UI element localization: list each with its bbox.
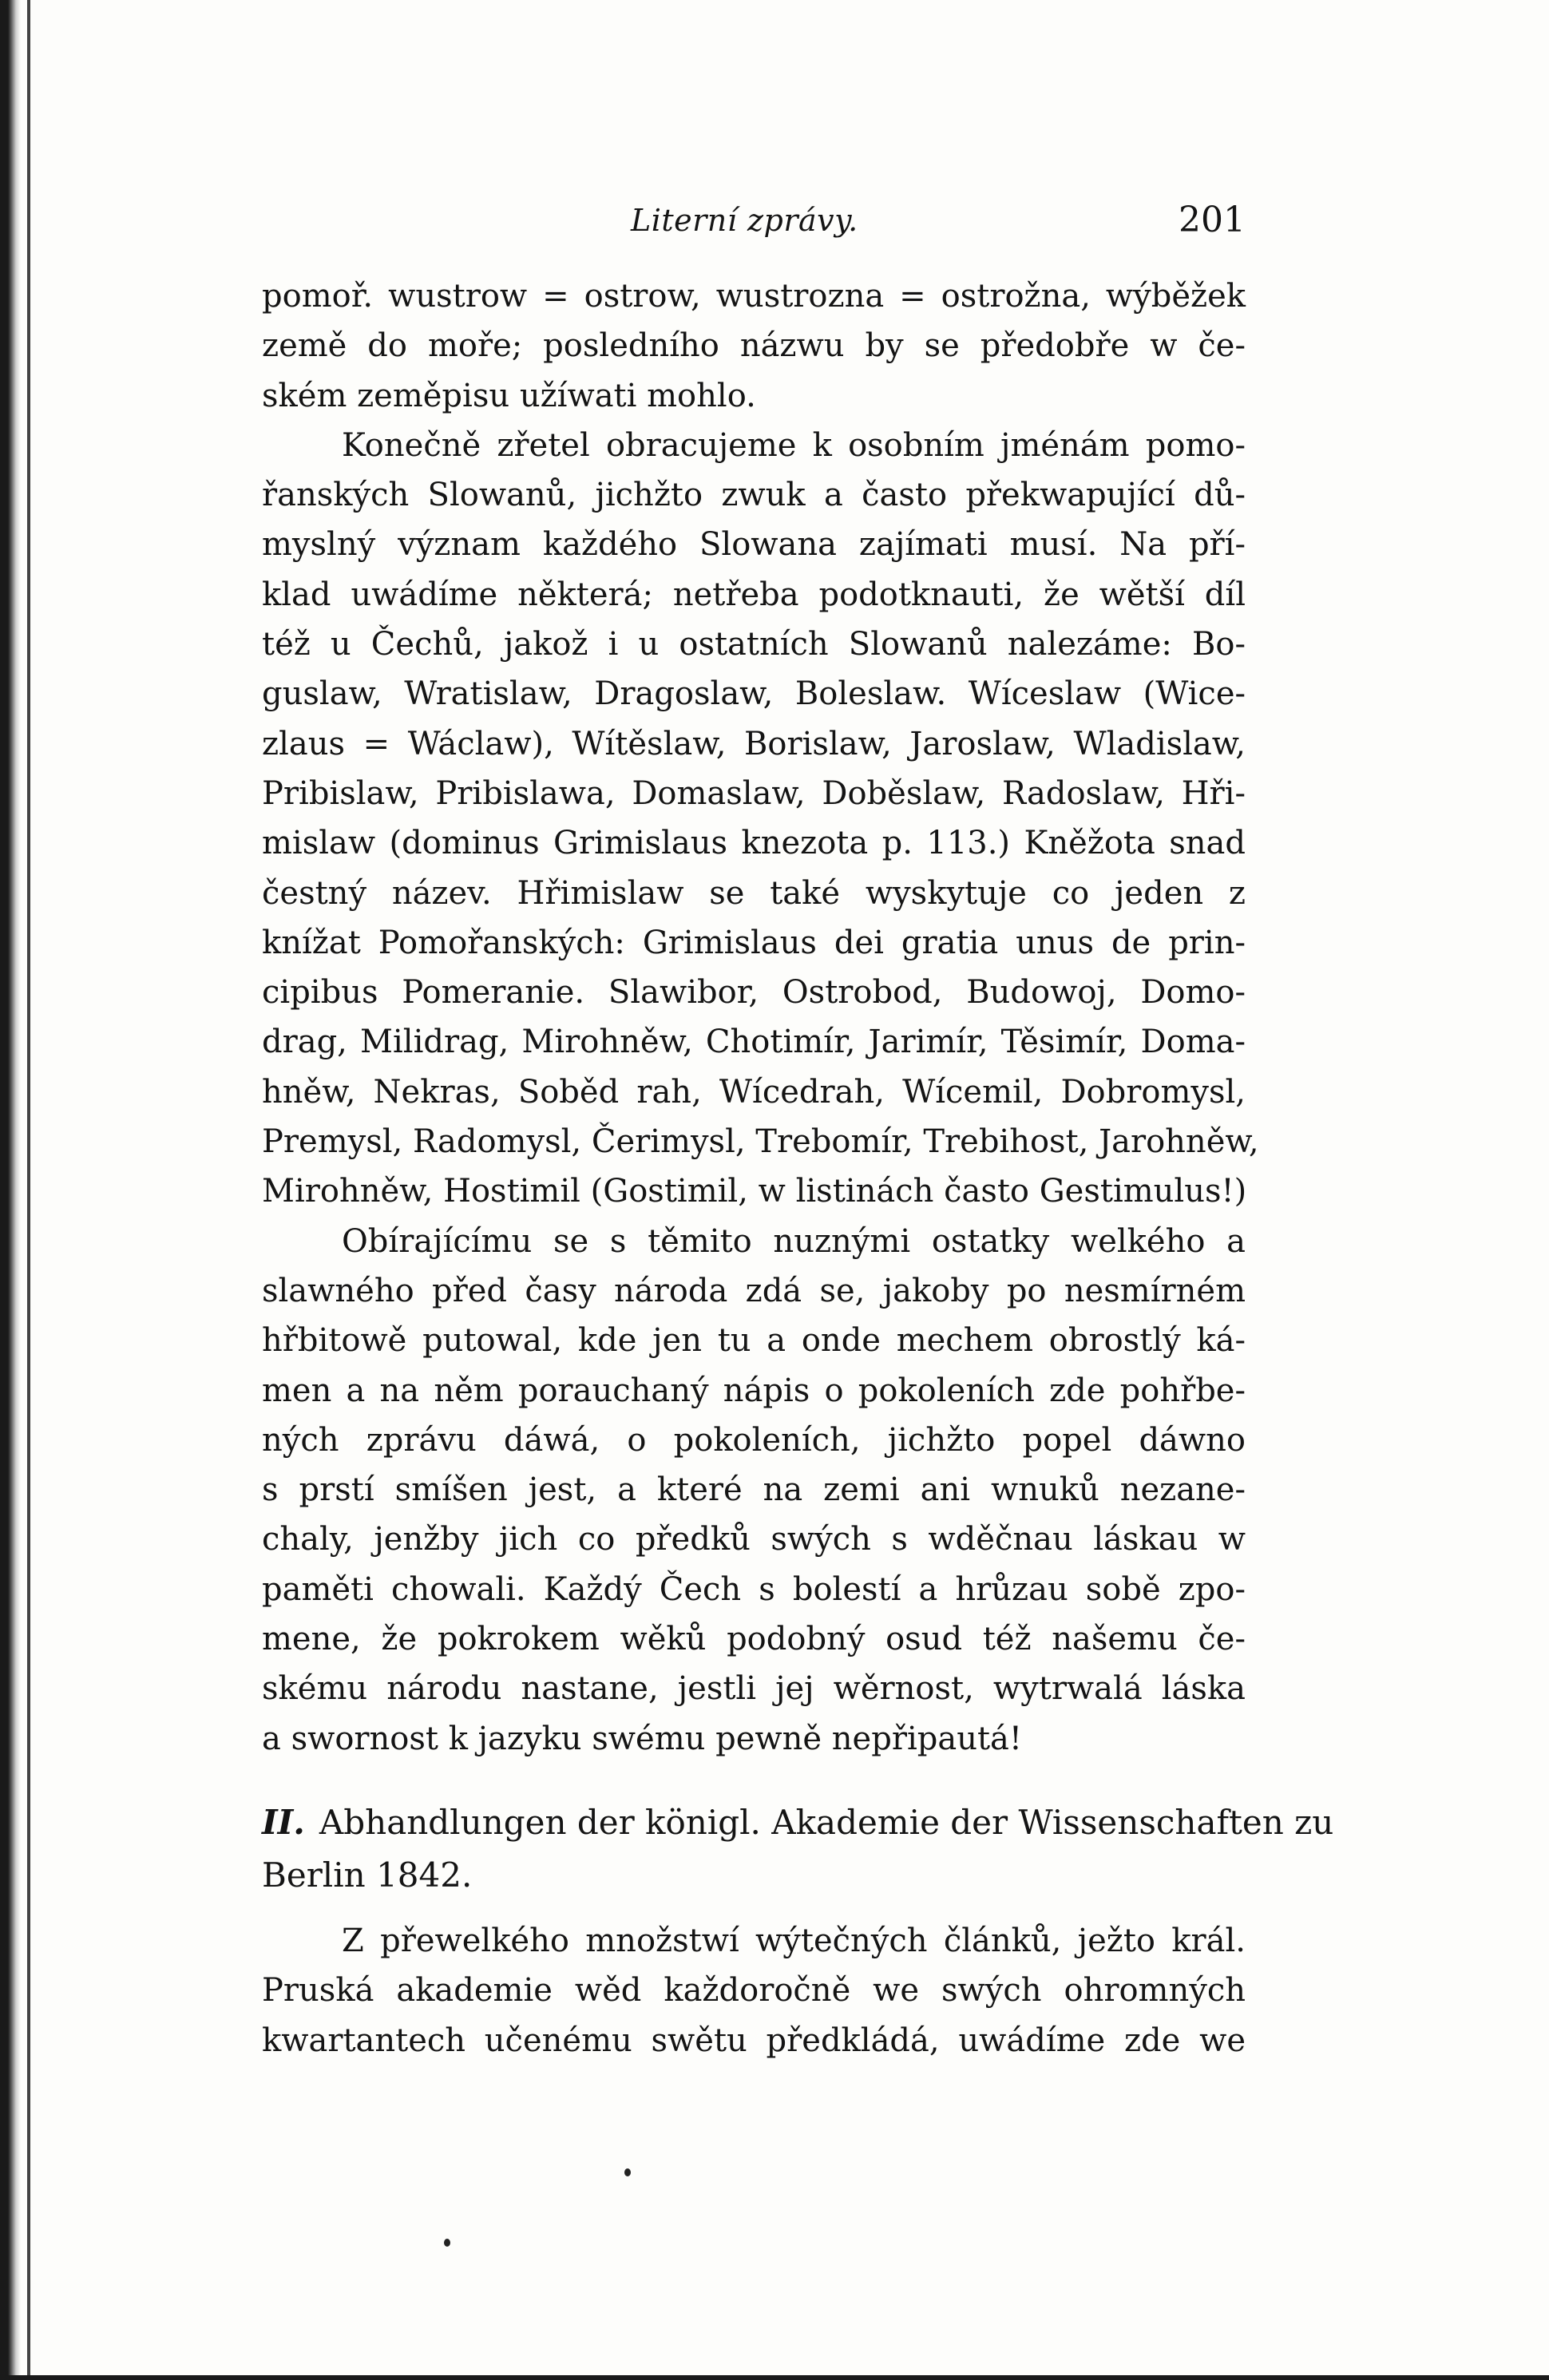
section-body — [262, 1916, 1246, 2065]
page-header — [263, 200, 1246, 251]
section-heading — [262, 1796, 1334, 1902]
text-line: a swornost k jazyku swému pewně nepřipautá! — [262, 1720, 1022, 1757]
bottom-edge — [0, 2375, 1549, 2380]
text-line: řanských Slowanů, jichžto zwuk a často překwapující dů- — [262, 477, 1246, 514]
text-line: myslný význam každého Slowana zajímati musí. Na pří- — [262, 526, 1246, 564]
text-line: Pribislaw, Pribislawa, Domaslaw, Doběslaw, Radoslaw, Hři- — [262, 774, 1246, 812]
binding-shadow — [0, 0, 21, 2380]
ink-speck — [624, 2168, 631, 2176]
text-line: Obírajícímu se s těmito nuznými ostatky welkého a — [342, 1222, 1246, 1260]
text-line: čestný název. Hřimislaw se také wyskytuje co jeden z — [262, 874, 1246, 912]
text-line: klad uwádíme některá; netřeba podotknauti, že wětší díl — [262, 576, 1246, 613]
ink-speck — [444, 2239, 450, 2247]
text-line: ných zprávu dáwá, o pokoleních, jichžto popel dáwno — [262, 1421, 1246, 1459]
text-line: Konečně zřetel obracujeme k osobním jménám pomo- — [342, 426, 1246, 464]
section-numeral: II. — [262, 1803, 305, 1842]
page-number: 201 — [1179, 200, 1246, 240]
text-line: chaly, jenžby jich co předků swých s wděčnau láskau w — [262, 1521, 1246, 1558]
section-title-line: Berlin 1842. — [262, 1855, 473, 1895]
binding-line — [27, 0, 30, 2380]
text-line: Mirohněw, Hostimil (Gostimil, w listinách často Gestimulus!) — [262, 1173, 1247, 1210]
text-line: cipibus Pomeranie. Slawibor, Ostrobod, Budowoj, Domo- — [262, 974, 1246, 1012]
text-line: hřbitowě putowal, kde jen tu a onde mechem obrostlý ká- — [262, 1322, 1246, 1360]
text-line: země do moře; posledního názwu by se předobře w če- — [262, 327, 1246, 365]
text-line: guslaw, Wratislaw, Dragoslaw, Boleslaw. Wíceslaw (Wice- — [262, 675, 1246, 713]
text-line: knížat Pomořanských: Grimislaus dei gratia unus de prin- — [262, 924, 1246, 961]
text-line: drag, Milidrag, Mirohněw, Chotimír, Jarimír, Těsimír, Doma- — [262, 1024, 1246, 1061]
text-line: hněw, Nekras, Soběd rah, Wícedrah, Wícemil, Dobromysl, — [262, 1073, 1246, 1111]
text-line: paměti chowali. Každý Čech s bolestí a hrůzau sobě zpo- — [262, 1570, 1246, 1608]
text-line: též u Čechů, jakož i u ostatních Slowanů nalezáme: Bo- — [262, 626, 1246, 663]
text-line: mene, že pokrokem wěků podobný osud též našemu če- — [262, 1621, 1246, 1658]
text-line: s prstí smíšen jest, a které na zemi ani wnuků nezane- — [262, 1471, 1246, 1509]
text-line: Pruská akademie wěd každoročně we swých ohromných — [262, 1972, 1246, 2010]
text-line: kwartantech učenému swětu předkládá, uwádíme zde we — [262, 2022, 1246, 2059]
text-line: ském zeměpisu užíwati mohlo. — [262, 377, 756, 414]
section-title: Abhandlungen der königl. Akademie der Wissenschaften zu — [319, 1803, 1334, 1842]
running-title: Literní zprávy. — [631, 203, 858, 238]
text-line: pomoř. wustrow = ostrow, wustrozna = ostrožna, wýběžek — [262, 278, 1246, 315]
section-title-line — [262, 1796, 1334, 1849]
text-line: mislaw (dominus Grimislaus knezota p. 113.) Kněžota snad — [262, 825, 1246, 862]
text-line: zlaus = Wáclaw), Wítěslaw, Borislaw, Jaroslaw, Wladislaw, — [262, 725, 1246, 762]
text-line: Z přewelkého množstwí wýtečných článků, ježto král. — [342, 1923, 1246, 1959]
text-line: skému národu nastane, jestli jej wěrnost, wytrwalá láska — [262, 1670, 1246, 1708]
text-line: Premysl, Radomysl, Čerimysl, Trebomír, Trebihost, Jarohněw, — [262, 1123, 1259, 1161]
text-line: slawného před časy národa zdá se, jakoby po nesmírném — [262, 1272, 1246, 1309]
main-text — [262, 271, 1259, 1764]
text-line: men a na něm porauchaný nápis o pokoleních zde pohřbe- — [262, 1372, 1246, 1409]
